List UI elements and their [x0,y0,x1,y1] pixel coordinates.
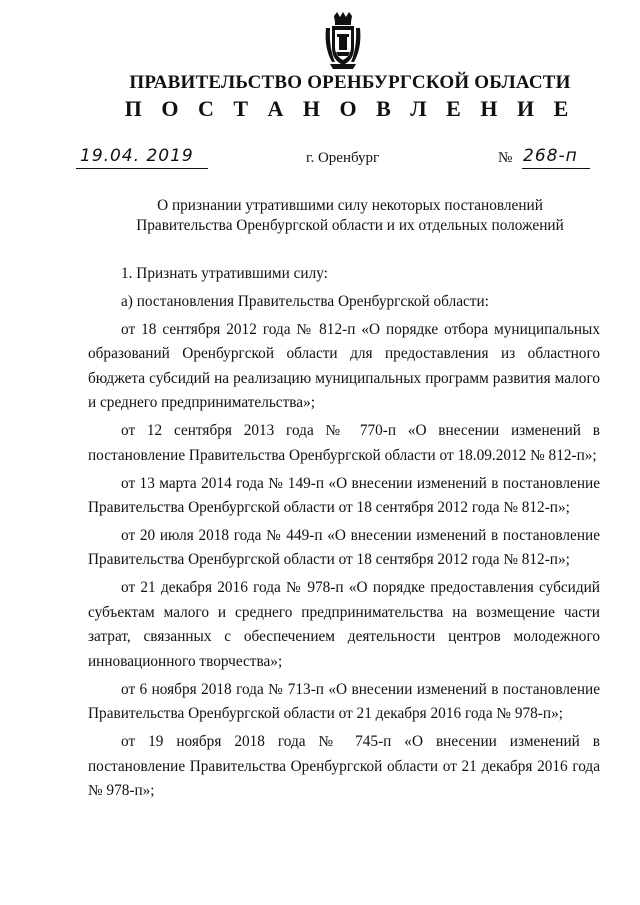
paragraph-resolution-713: от 6 ноября 2018 года № 713-п «О внесении изменений в постановление Правительства Оренбургской области от 21 декабря 2016 года № 978-п»; [88,680,600,723]
document-date: 19.04. 2019 [80,146,194,166]
document-body [88,262,600,807]
date-underline [76,168,208,169]
paragraph-resolution-745: от 19 ноября 2018 года № 745-п «О внесении изменений в постановление Правительства Оренбургской области от 21 декабря 2016 года № 978-п»; [88,733,600,800]
paragraph-resolution-449: от 20 июля 2018 года № 449-п «О внесении изменений в постановление Правительства Оренбургской области от 18 сентября 2012 года № 812-п»; [88,526,600,569]
document-city: г. Оренбург [306,150,380,166]
document-subject [88,196,612,236]
number-sign: № [498,150,513,166]
paragraph-item-1: 1. Признать утратившими силу: [121,265,328,282]
coat-of-arms-icon [322,12,364,70]
document-number: 268-п [523,146,578,166]
document-type-title: П О С Т А Н О В Л Е Н И Е [124,96,576,121]
paragraph-item-a: а) постановления Правительства Оренбургской области: [121,292,489,310]
paragraph-resolution-770: от 12 сентября 2013 года № 770-п «О внесении изменений в постановление Правительства Оренбургской области от 18.09.2012 № 812-п»; [88,422,600,464]
paragraph-resolution-978: от 21 декабря 2016 года № 978-п «О порядке предоставления субсидий субъектам малого и среднего предпринимательства на возмещение части затрат, связанных с обеспечением деятельности центров молодежного инновационного творчества»; [88,579,600,671]
organization-title: ПРАВИТЕЛЬСТВО ОРЕНБУРГСКОЙ ОБЛАСТИ [129,72,571,93]
number-underline [522,168,590,169]
paragraph-resolution-812: от 18 сентября 2012 года № 812-п «О порядке отбора муниципальных образований Оренбургской области для предоставления из областного бюджета субсидий на реализацию муниципальных программ развития малого и среднего предпринимательства»; [88,320,600,412]
subject-line-2: Правительства Оренбургской области и их отдельных положений [136,217,564,234]
paragraph-resolution-149: от 13 марта 2014 года № 149-п «О внесении изменений в постановление Правительства Оренбургской области от 18 сентября 2012 года № 812-п»; [88,474,600,517]
subject-line-1: О признании утратившими силу некоторых постановлений [157,197,543,214]
